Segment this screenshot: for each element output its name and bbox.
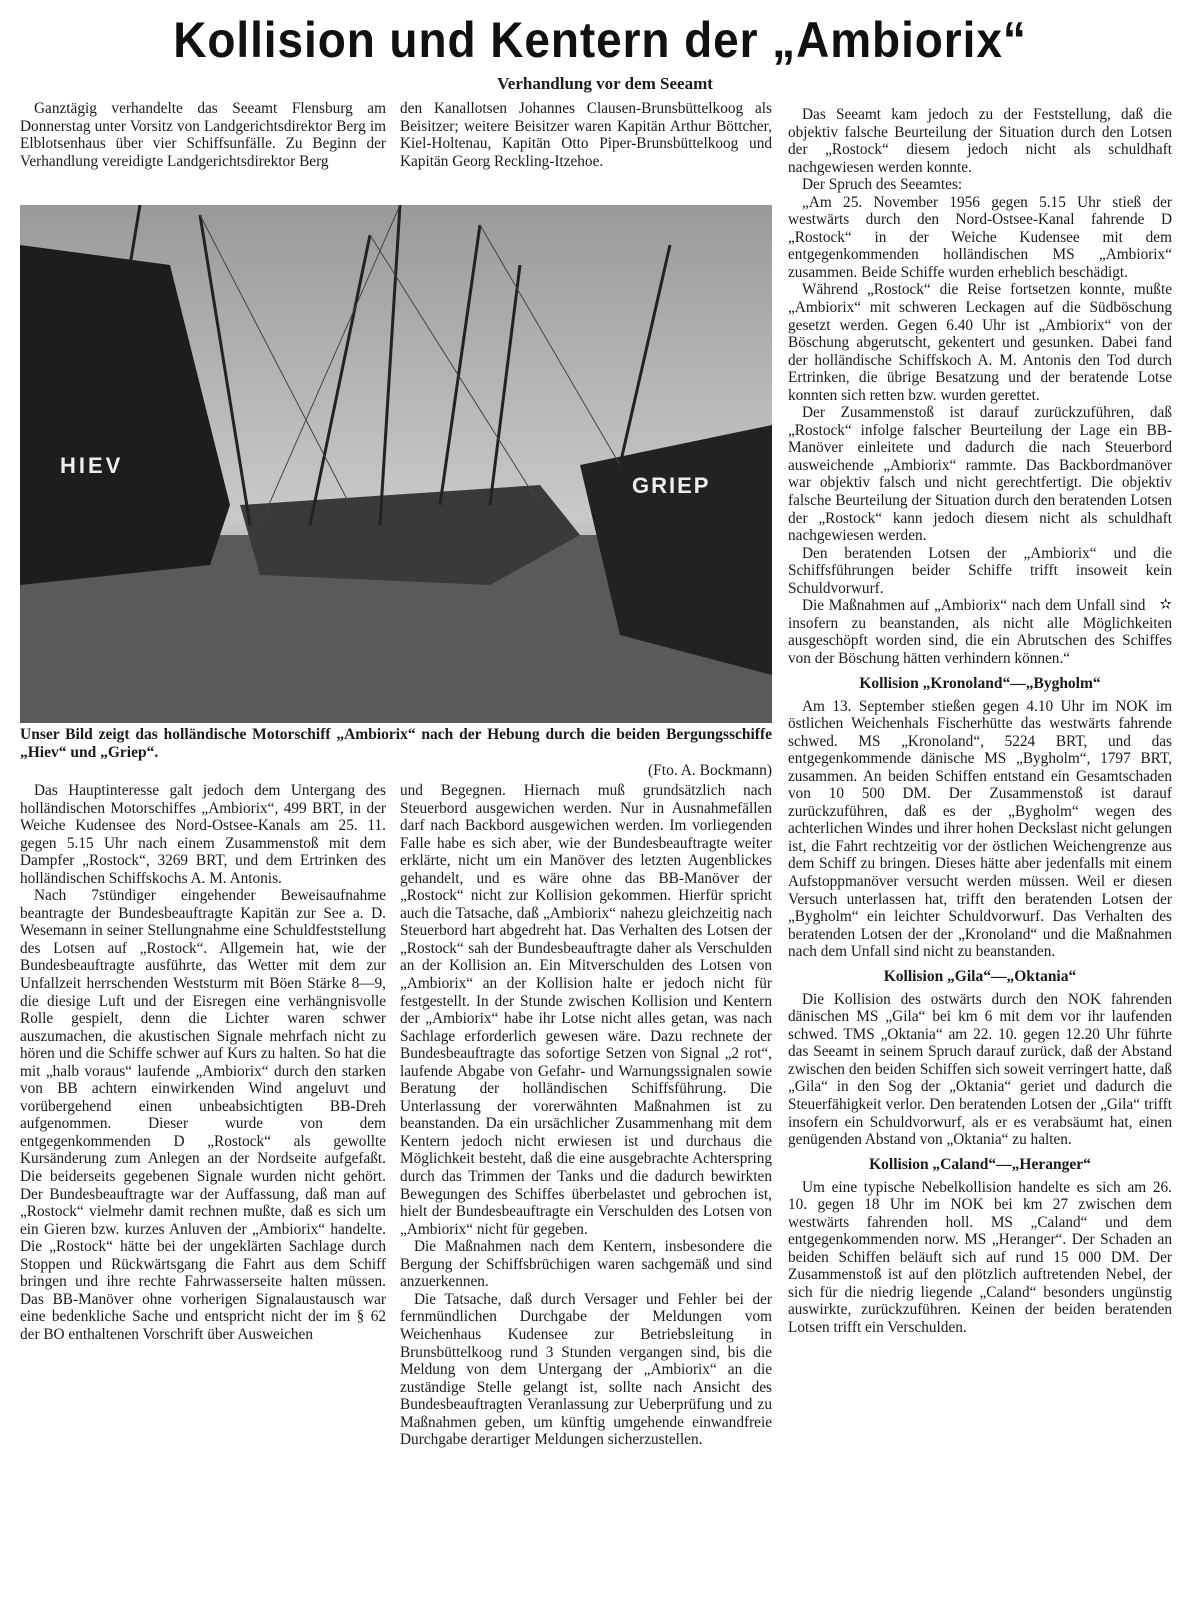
paragraph: und Begegnen. Hiernach muß grundsätzlich nach Steuerbord ausgewichen werden. Nur in Ausnahmefällen darf nach Backbord ausgewichen werden. Im vorliegenden Falle habe es sich aber, wie der Bundesbeauftragte weiter erklärte, nicht um ein Manöver des letzten Augenblickes gehandelt, und es wäre ohne das BB-Manöver der „Rostock“ nicht zur Kollision gekommen. Hierfür spricht auch die Tatsache, daß „Ambiorix“ nahezu gleichzeitig nach Steuerbord hart abgedreht hat. Das Verhalten des Lotsen der „Rostock“ sah der Bundesbeauftragte daher als Verschulden an der Kollision an. Ein Mitverschulden des Lotsen von „Ambiorix“ an der Kollision halte er jedoch nicht für festgestellt. In der Stunde zwischen Kollision und Kentern der „Ambiorix“ habe ihr Lotse nicht alles getan, was nach Sachlage erforderlich gewesen wäre. Dazu rechnete der Bundesbeauftragte das sofortige Setzen von Signal „2 rot“, laufende Abgabe von Gefahr- und Warnungssignalen sowie Beratung der holländischen Schiffsführung. Die Unterlassung der vorerwähnten Maßnahmen ist zu beanstanden. Da ein ursächlicher Zusammenhang mit dem Kentern jedoch nicht erwiesen ist und durchaus die Möglichkeit besteht, daß die eine ausgebrachte Achterspring durch das Trimmen der Tanks und die dadurch bewirkten Bewegungen des Schiffes überbelastet und gebrochen ist, hielt der Bundesbeauftragte ein Verschulden des Lotsen von „Ambiorix“ nicht für gegeben. xyxy=(400,782,772,1238)
paragraph xyxy=(788,597,1172,667)
section-heading-caland-heranger: Kollision „Caland“—„Heranger“ xyxy=(869,1155,1091,1173)
paragraph: Am 13. September stießen gegen 4.10 Uhr im NOK im östlichen Weichenhals Fischerhütte das westwärts fahrende schwed. MS „Kronoland“, 5224 BRT, und das entgegenkommende dänische MS „Bygholm“, 1797 BRT, zusammen. An beiden Schiffen entstand ein Gesamtschaden von 10 500 DM. Der Zusammenstoß ist darauf zurückzuführen, daß es der „Bygholm“ wegen des achterlichen Windes und ihrer hohen Deckslast nicht gelungen ist, die Fahrt rechtzeitig vor der östlichen Weichengrenze aus dem Schiff zu bringen. Dieses hätte aber jedenfalls mit einem Aufstoppmanöver versucht werden müssen. Weil er diesen Versuch unterlassen hat, trifft den beratenden Lotsen der „Bygholm“ ein leichter Schuldvorwurf. Das Verhalten des beratenden Lotsen der der „Kronoland“ und die Maßnahmen nach dem Unfall sind nicht zu beanstanden. xyxy=(788,697,1172,961)
paragraph: Während „Rostock“ die Reise fortsetzen konnte, mußte „Ambiorix“ mit schweren Leckagen auf die Südböschung gesetzt werden. Gegen 6.40 Uhr ist „Ambiorix“ von der Böschung abgerutscht, gekentert und gesunken. Dabei fand der holländische Schiffskoch A. M. Antonis den Tod durch Ertrinken, die übrige Besatzung und der beratende Lotse konnten sich retten bzw. wurden gerettet. xyxy=(788,281,1172,404)
paragraph: Nach 7stündiger eingehender Beweisaufnahme beantragte der Bundesbeauftragte Kapitän zur See a. D. Wesemann in seiner Stellungnahme eine Schuldfeststellung des Lotsen auf „Rostock“. Allgemein hat, wie der Bundesbeauftragte ausführte, das Wetter mit dem zur Unfallzeit herrschenden Weststurm mit Böen Stärke 8—9, die diesige Luft und der Eisregen eine verhängnisvolle Rolle gespielt, denn die Lichter waren schwer auszumachen, die akustischen Signale mehrfach nicht zu hören und die Schiffe schwer auf Kurs zu halten. So hat die mit „halb voraus“ laufende „Ambiorix“ durch den starken von BB achtern einwirkenden Wind angeluvt und vorübergehend einen unbeabsichtigten BB-Dreh aufgenommen. Dieser wurde von dem entgegenkommenden D „Rostock“ als gewollte Kursänderung zum Anlegen an der Nordseite aufgefaßt. Die beiderseits gegebenen Signale wurden nicht gehört. Der Bundesbeauftragte war der Auffassung, daß man auf „Rostock“ vielmehr damit rechnen mußte, daß es sich um ein Gieren bzw. kurzes Anluven der „Ambiorix“ handelte. Die „Rostock“ hätte bei der ungeklärten Sachlage durch Stoppen und Rückwärtsgang die Fahrt aus dem Schiff bringen und ihre rechte Fahrwasserseite halten müssen. Das BB-Manöver ohne vorherigen Signalaustausch war eine bedenkliche Sache und entspricht nicht der im § 62 der BO enthaltenen Vorschrift über Ausweichen xyxy=(20,887,386,1343)
photo-caption xyxy=(20,726,772,780)
paragraph-text: Die Maßnahmen auf „Ambiorix“ nach dem Unfall sind insofern zu beanstanden, als nicht alle Möglichkeiten ausgeschöpft worden sind, die ein Abrutschen des Schiffes von der Böschung hätten verhindern können.“ xyxy=(788,597,1172,667)
paragraph: Das Hauptinteresse galt jedoch dem Untergang des holländischen Motorschiffes „Ambiorix“, 499 BRT, in der Weiche Kudensee des Nord-Ostsee-Kanals am 25. 11. gegen 5.15 Uhr nach einem Zusammenstoß mit dem Dampfer „Rostock“, 3269 BRT, und dem Ertrinken des holländischen Schiffskochs A. M. Antonis. xyxy=(20,782,386,887)
section-heading-kronoland-bygholm: Kollision „Kronoland“—„Bygholm“ xyxy=(859,674,1101,692)
ship-name-hiev: HIEV xyxy=(60,453,124,478)
photo-credit: (Fto. A. Bockmann) xyxy=(648,762,772,779)
paragraph: Der Zusammenstoß ist darauf zurückzuführen, daß „Rostock“ infolge falscher Beurteilung der Lage ein BB-Manöver einleitete und dadurch die nach Steuerbord ausweichende „Ambiorix“ rammte. Das Backbordmanöver war objektiv falsch und nicht gerechtfertigt. Die objektiv falsche Beurteilung der Situation durch den beratenden Lotsen der „Rostock“ kann jedoch diesem nicht als schuldhaft nachgewiesen werden. xyxy=(788,404,1172,545)
article-column-2 xyxy=(400,782,772,1449)
ships-photo-illustration xyxy=(20,205,772,723)
caption-text: Unser Bild zeigt das holländische Motorschiff „Ambiorix“ nach der Hebung durch die beiden Bergungsschiffe „Hiev“ und „Griep“. xyxy=(20,726,772,761)
paragraph: Die Kollision des ostwärts durch den NOK fahrenden dänischen MS „Gila“ bei km 6 mit dem vor ihr laufenden schwed. TMS „Oktania“ am 22. 10. gegen 12.20 Uhr führte das Seeamt in seinem Spruch darauf zurück, daß der Abstand zwischen den beiden Schiffen sich soweit verringert hatte, daß „Gila“ in den Sog der „Oktania“ geriet und dadurch die Steuerfähigkeit verlor. Den beratenden Lotsen der „Gila“ trifft insofern ein Schuldvorwurf, als er es verabsäumt hat, einen genügenden Abstand von „Oktania“ zu halten. xyxy=(788,990,1172,1149)
headline: Kollision und Kentern der „Ambiorix“ xyxy=(173,12,1027,68)
intro-column-2 xyxy=(400,100,772,202)
paragraph: Das Seeamt kam jedoch zu der Feststellung, daß die objektiv falsche Beurteilung der Situation durch den Lotsen der „Rostock“ diesem jedoch nicht als schuldhaft nachgewiesen werden konnte. xyxy=(788,106,1172,176)
intro-paragraph: Ganztägig verhandelte das Seeamt Flensburg am Donnerstag unter Vorsitz von Landgerichtsdirektor Berg im Elblotsenhaus über vier Schiffsunfälle. Zu Beginn der Verhandlung vereidigte Landgerichtsdirektor Berg xyxy=(20,100,386,170)
paragraph: Den beratenden Lotsen der „Ambiorix“ und die Schiffsführungen beider Schiffe trifft insoweit kein Schuldvorwurf. xyxy=(788,544,1172,597)
paragraph: Der Spruch des Seeamtes: xyxy=(802,176,963,194)
paragraph: Die Tatsache, daß durch Versager und Fehler bei der fernmündlichen Durchgabe der Meldungen vom Weichenhaus Kudensee zur Betriebsleitung in Brunsbüttelkoog rund 3 Stunden vergangen sind, bis die Meldung von dem Untergang der „Ambiorix“ an die zuständige Stelle gelangt ist, sollte nach Ansicht des Bundesbeauftragten Veranlassung zur Ueberprüfung und zu Maßnahmen geben, um künftig umgehende einwandfreie Durchgabe derartiger Meldungen sicherzustellen. xyxy=(400,1290,772,1449)
end-mark-icon: ✫ xyxy=(1159,597,1172,614)
article-column-1 xyxy=(20,782,386,1344)
paragraph: „Am 25. November 1956 gegen 5.15 Uhr stieß der westwärts durch den Nord-Ostsee-Kanal fahrende D „Rostock“ in der Weiche Kudensee mit dem entgegenkommenden holländischen MS „Ambiorix“ zusammen. Beide Schiffe wurden erheblich beschädigt. xyxy=(788,193,1172,281)
paragraph: Um eine typische Nebelkollision handelte es sich am 26. 10. gegen 18 Uhr im NOK bei km 27 zwischen dem westwärts fahrenden holl. MS „Caland“ und dem entgegenkommenden norw. MS „Heranger“. Der Schaden an beiden Schiffen beläuft sich auf rund 15 000 DM. Der Zusammenstoß ist auf den plötzlich auftretenden Nebel, der sich für die niedrig liegende „Caland“ besonders ungünstig auswirkte, zurückzuführen. Keinen der beiden beratenden Lotsen trifft ein Verschulden. xyxy=(788,1178,1172,1336)
subheadline: Verhandlung vor dem Seeamt xyxy=(497,74,713,93)
article-column-3 xyxy=(788,106,1172,1337)
news-photo xyxy=(20,205,772,723)
paragraph: Die Maßnahmen nach dem Kentern, insbesondere die Bergung der Schiffsbrüchigen waren sachgemäß und sind anzuerkennen. xyxy=(400,1238,772,1291)
intro-paragraph: den Kanallotsen Johannes Clausen-Brunsbüttelkoog als Beisitzer; weitere Beisitzer waren Kapitän Arthur Böttcher, Kiel-Holtenau, Kapitän Otto Piper-Brunsbüttelkoog und Kapitän Georg Reckling-Itzehoe. xyxy=(400,100,772,170)
section-heading-gila-oktania: Kollision „Gila“—„Oktania“ xyxy=(883,967,1077,985)
ship-name-griep: GRIEP xyxy=(632,473,711,498)
intro-column-1 xyxy=(20,100,386,202)
